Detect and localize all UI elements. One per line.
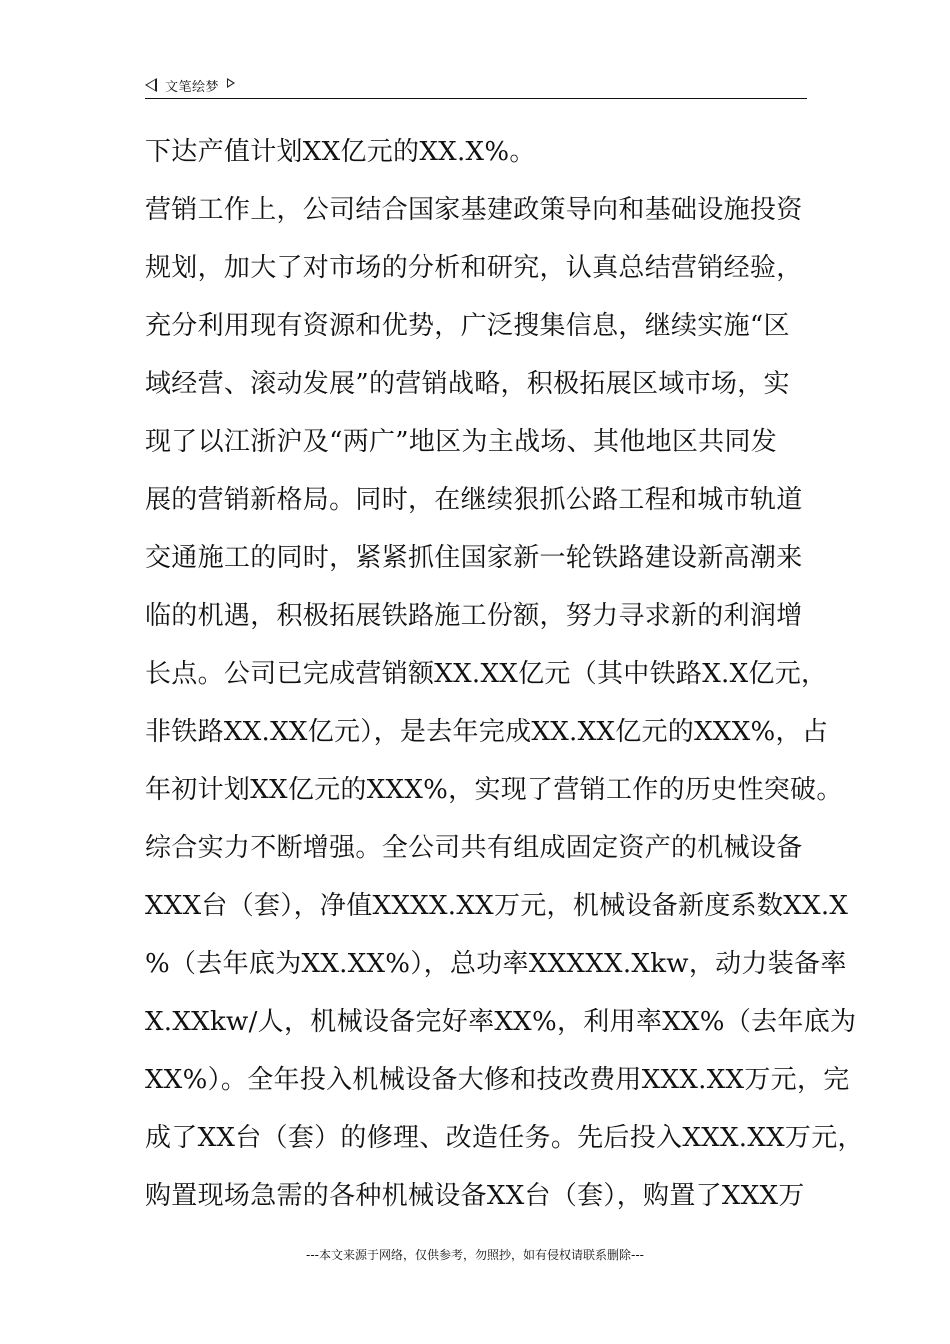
body-line: 规划，加大了对市场的分析和研究，认真总结营销经验，	[145, 253, 803, 283]
header-divider	[145, 98, 807, 99]
body-text	[145, 130, 864, 1232]
body-line: 成了XX台（套）的修理、改造任务。先后投入XXX.XX万元，	[145, 1123, 864, 1153]
body-line: %（去年底为XX.XX%），总功率XXXXX.Xkw，动力装备率	[145, 949, 847, 979]
page-header	[145, 74, 807, 96]
body-line: 长点。公司已完成营销额XX.XX亿元（其中铁路X.X亿元，	[145, 659, 828, 689]
body-line: 交通施工的同时，紧紧抓住国家新一轮铁路建设新高潮来	[145, 543, 803, 573]
body-line: 非铁路XX.XX亿元），是去年完成XX.XX亿元的XXX%，占	[145, 717, 829, 747]
body-line: XX%）。全年投入机械设备大修和技改费用XXX.XX万元，完	[145, 1065, 850, 1095]
body-line: 营销工作上，公司结合国家基建政策导向和基础设施投资	[145, 195, 803, 225]
body-line: X.XXkw/人，机械设备完好率XX%，利用率XX%（去年底为	[145, 1007, 857, 1037]
body-line: 年初计划XX亿元的XXX%，实现了营销工作的历史性突破。	[145, 775, 843, 805]
body-line: 综合实力不断增强。全公司共有组成固定资产的机械设备	[145, 833, 803, 863]
body-line: 临的机遇，积极拓展铁路施工份额，努力寻求新的利润增	[145, 601, 803, 631]
body-line: 域经营、滚动发展”的营销战略，积极拓展区域市场，实	[145, 369, 790, 399]
header-brand: 文笔绘梦	[165, 79, 220, 95]
body-line: XXX台（套），净值XXXX.XX万元，机械设备新度系数XX.X	[145, 891, 849, 921]
footer-disclaimer: ---本文来源于网络，仅供参考，勿照抄，如有侵权请联系删除---	[306, 1248, 644, 1262]
body-line: 展的营销新格局。同时，在继续狠抓公路工程和城市轨道	[145, 485, 803, 515]
body-line: 购置现场急需的各种机械设备XX台（套），购置了XXX万	[145, 1181, 805, 1211]
body-line: 现了以江浙沪及“两广”地区为主战场、其他地区共同发	[145, 427, 778, 457]
body-line: 下达产值计划XX亿元的XX.X%。	[145, 137, 536, 167]
triangle-right-icon	[227, 78, 235, 88]
body-line: 充分利用现有资源和优势，广泛搜集信息，继续实施“区	[145, 311, 790, 341]
triangle-left-icon	[145, 78, 157, 92]
